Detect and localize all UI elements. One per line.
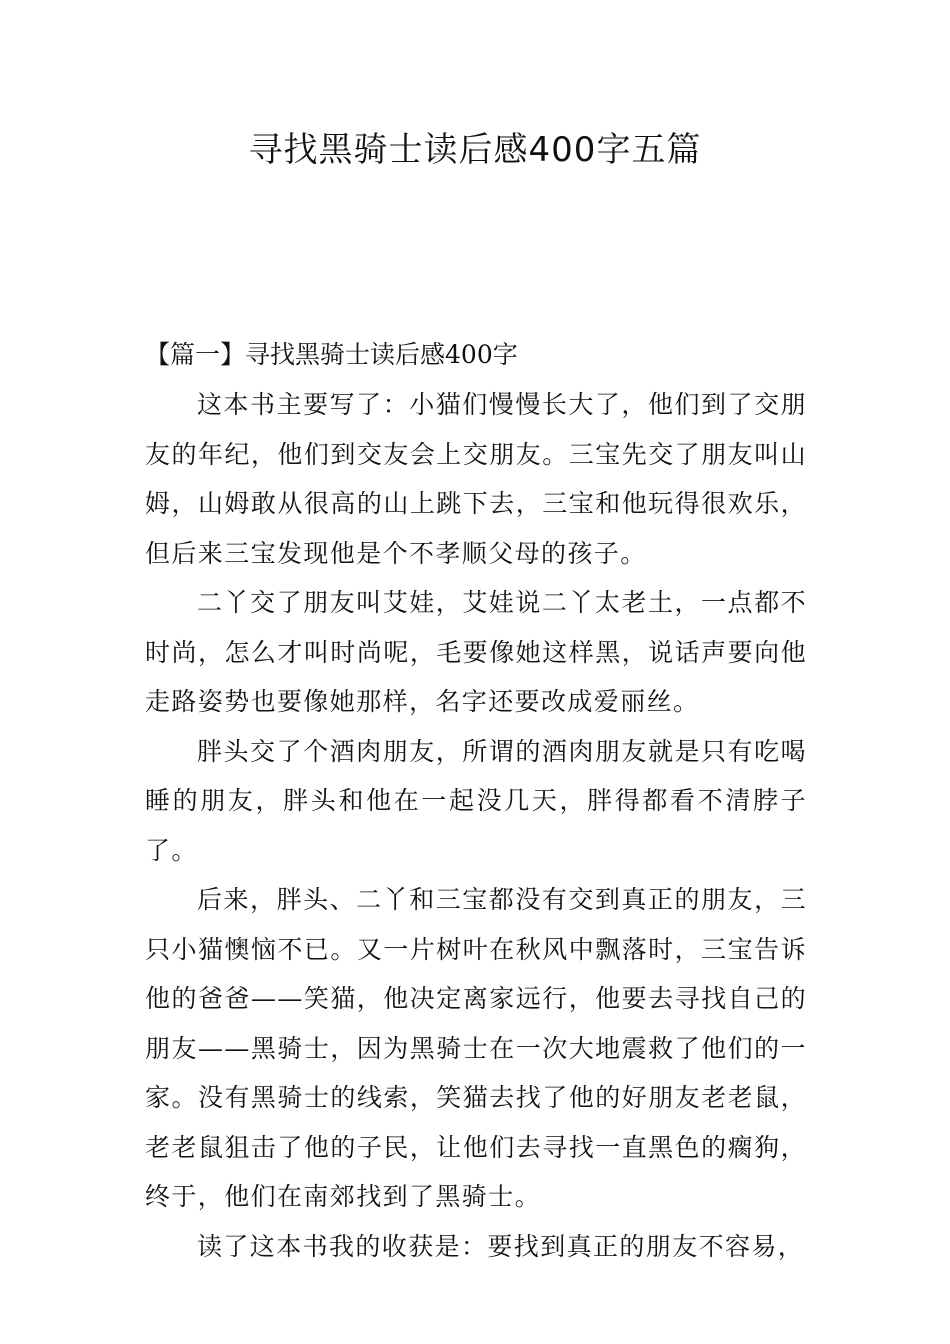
document-body: [145, 330, 807, 1271]
section-heading: 【篇一】寻找黑骑士读后感400字: [145, 340, 518, 369]
paragraph-1: 这本书主要写了：小猫们慢慢长大了，他们到了交朋友的年纪，他们到交友会上交朋友。三宝先交了朋友叫山姆，山姆敢从很高的山上跳下去，三宝和他玩得很欢乐，但后来三宝发现他是个不孝顺父母的孩子。: [145, 390, 807, 568]
paragraph-4: 后来，胖头、二丫和三宝都没有交到真正的朋友，三只小猫懊恼不已。又一片树叶在秋风中飘落时，三宝告诉他的爸爸——笑猫，他决定离家远行，他要去寻找自己的朋友——黑骑士，因为黑骑士在一次大地震救了他们的一家。没有黑骑士的线索，笑猫去找了他的好朋友老老鼠，老老鼠狙击了他的子民，让他们去寻找一直黑色的瘸狗，终于，他们在南郊找到了黑骑士。: [145, 885, 807, 1211]
paragraph-5: 读了这本书我的收获是：要找到真正的朋友不容易，: [197, 1231, 805, 1261]
document-title: 寻找黑骑士读后感400字五篇: [248, 130, 702, 170]
paragraph-2: 二丫交了朋友叫艾娃，艾娃说二丫太老土，一点都不时尚，怎么才叫时尚呢，毛要像她这样黑，说话声要向他走路姿势也要像她那样，名字还要改成爱丽丝。: [145, 588, 807, 716]
paragraph-3: 胖头交了个酒肉朋友，所谓的酒肉朋友就是只有吃喝睡的朋友，胖头和他在一起没几天，胖得都看不清脖子了。: [145, 736, 807, 865]
